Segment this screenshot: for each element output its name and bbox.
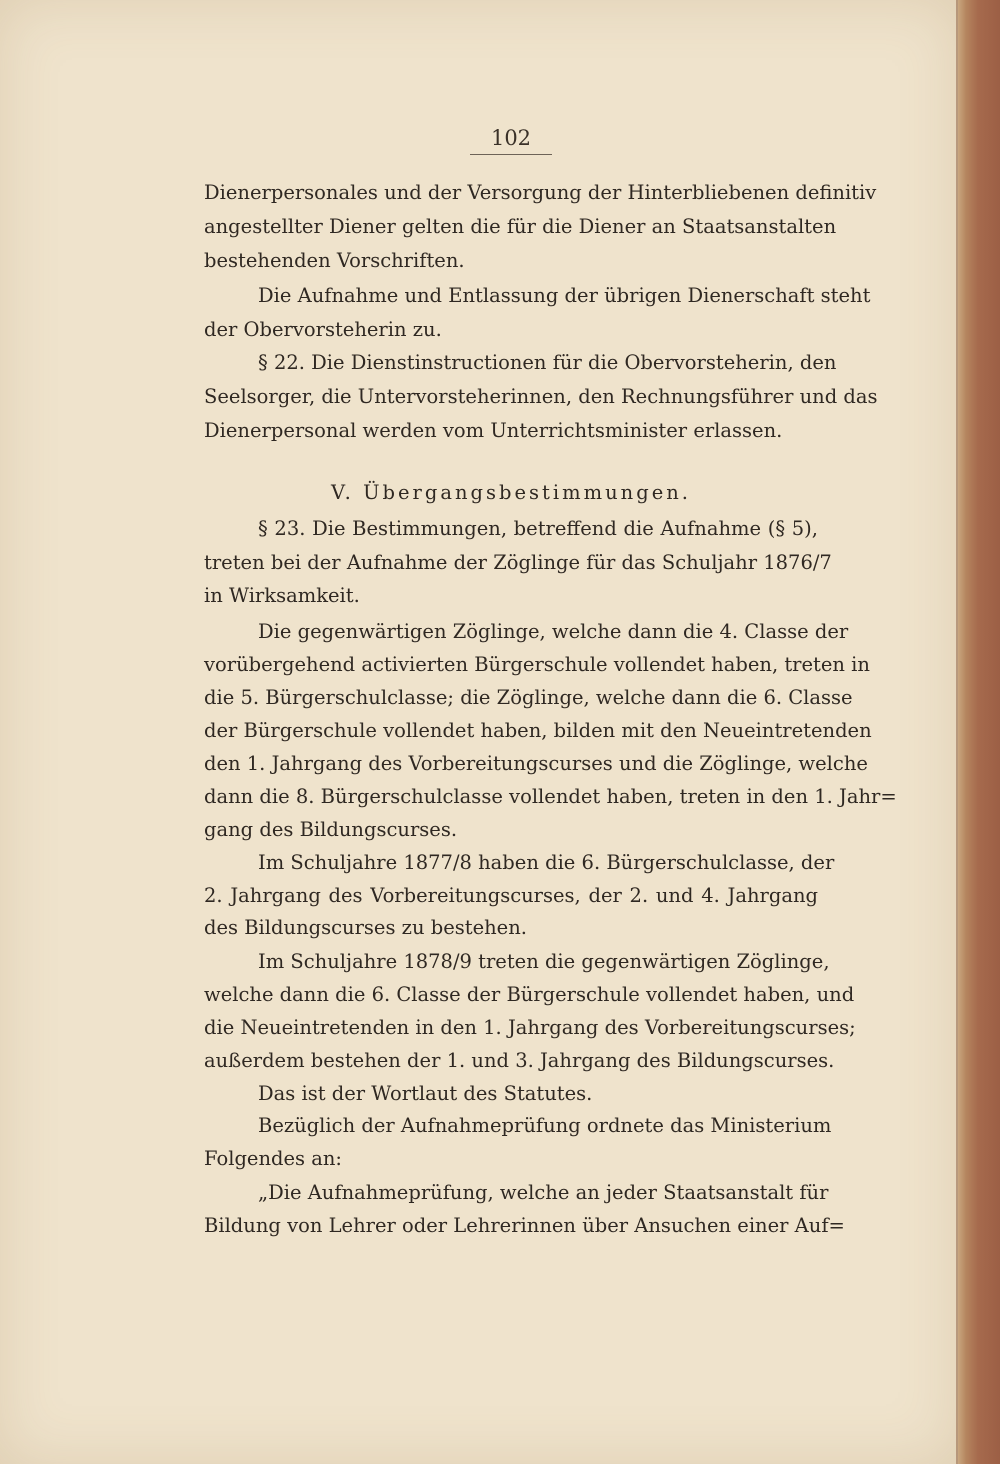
text-line: welche dann die 6. Classe der Bürgerschule vollendet haben, und [204, 983, 855, 1006]
text-line: „Die Aufnahmeprüfung, welche an jeder Staatsanstalt für [258, 1181, 829, 1204]
text-line: 2. Jahrgang des Vorbereitungscurses, der 2. und 4. Jahrgang [204, 884, 818, 907]
text-line: angestellter Diener gelten die für die Diener an Staatsanstalten [204, 215, 837, 238]
text-line: Die gegenwärtigen Zöglinge, welche dann die 4. Classe der [258, 620, 849, 643]
text-line: der Obervorsteherin zu. [204, 318, 442, 341]
text-line: Folgendes an: [204, 1147, 343, 1170]
text-line: Das ist der Wortlaut des Statutes. [258, 1082, 593, 1105]
text-line: die Neueintretenden in den 1. Jahrgang des Vorbereitungscurses; [204, 1016, 856, 1039]
text-line: Im Schuljahre 1878/9 treten die gegenwärtigen Zöglinge, [258, 950, 830, 973]
text-line: Die Aufnahme und Entlassung der übrigen Dienerschaft steht [258, 284, 871, 307]
text-line: außerdem bestehen der 1. und 3. Jahrgang des Bildungscurses. [204, 1049, 835, 1072]
text-line: Bildung von Lehrer oder Lehrerinnen über Ansuchen einer Auf= [204, 1214, 845, 1237]
text-line: treten bei der Aufnahme der Zöglinge für das Schuljahr 1876/7 [204, 551, 832, 574]
text-line: die 5. Bürgerschulclasse; die Zöglinge, welche dann die 6. Classe [204, 686, 853, 709]
text-line: § 23. Die Bestimmungen, betreffend die Aufnahme (§ 5), [258, 517, 818, 540]
text-line: bestehenden Vorschriften. [204, 249, 465, 272]
text-line: des Bildungscurses zu bestehen. [204, 916, 527, 939]
text-line: Dienerpersonales und der Versorgung der Hinterbliebenen definitiv [204, 181, 877, 204]
text-line: Bezüglich der Aufnahmeprüfung ordnete das Ministerium [258, 1114, 832, 1137]
text-line: den 1. Jahrgang des Vorbereitungscurses und die Zöglinge, welche [204, 752, 868, 775]
section-heading: V. Übergangsbestimmungen. [331, 481, 691, 504]
text-line: § 22. Die Dienstinstructionen für die Obervorsteherin, den [258, 351, 837, 374]
text-line: gang des Bildungscurses. [204, 818, 458, 841]
text-line: dann die 8. Bürgerschulclasse vollendet haben, treten in den 1. Jahr= [204, 785, 897, 808]
page-number-rule [470, 154, 552, 155]
text-line: Im Schuljahre 1877/8 haben die 6. Bürgerschulclasse, der [258, 851, 835, 874]
text-line: Dienerpersonal werden vom Unterrichtsminister erlassen. [204, 419, 783, 442]
text-line: der Bürgerschule vollendet haben, bilden mit den Neueintretenden [204, 719, 872, 742]
text-line: Seelsorger, die Untervorsteherinnen, den Rechnungsführer und das [204, 385, 878, 408]
text-line: vorübergehend activierten Bürgerschule vollendet haben, treten in [204, 653, 870, 676]
text-line: in Wirksamkeit. [204, 584, 360, 607]
book-spine [958, 0, 1000, 1464]
page-number: 102 [490, 126, 532, 150]
